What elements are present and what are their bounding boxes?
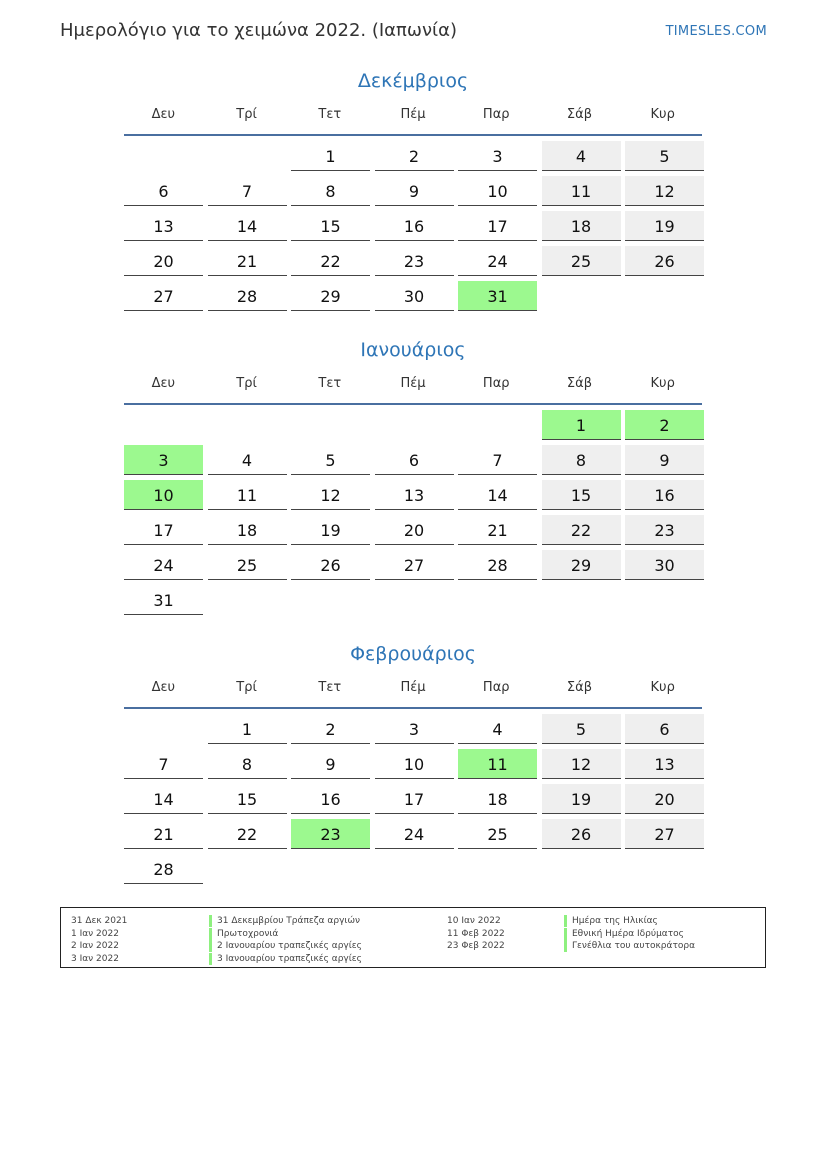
holiday-day-cell: 31	[458, 281, 537, 311]
holiday-day-cell: 10	[124, 480, 203, 510]
day-cell: 21	[458, 515, 537, 545]
day-cell: 7	[124, 749, 203, 779]
day-cell: 29	[542, 550, 621, 580]
empty-cell	[124, 714, 203, 744]
legend-entry	[61, 953, 765, 965]
day-cell: 25	[542, 246, 621, 276]
month-title: Δεκέμβριος	[357, 70, 469, 92]
day-grid	[124, 714, 702, 884]
month-december	[124, 66, 702, 311]
day-cell: 17	[124, 515, 203, 545]
day-cell: 15	[542, 480, 621, 510]
legend-entry	[61, 928, 765, 940]
day-cell: 19	[291, 515, 370, 545]
month-title: Φεβρουάριος	[350, 643, 476, 665]
weekday-header-row	[124, 371, 702, 397]
empty-cell	[458, 410, 537, 440]
day-cell: 17	[458, 211, 537, 241]
legend-date: 2 Ιαν 2022	[71, 941, 119, 951]
day-cell: 12	[625, 176, 704, 206]
day-cell: 26	[625, 246, 704, 276]
day-cell: 26	[542, 819, 621, 849]
day-cell: 1	[291, 141, 370, 171]
day-cell: 8	[542, 445, 621, 475]
day-cell: 12	[542, 749, 621, 779]
day-cell: 28	[124, 854, 203, 884]
day-cell: 16	[625, 480, 704, 510]
legend-date: 10 Ιαν 2022	[447, 916, 501, 926]
day-cell: 1	[208, 714, 287, 744]
day-cell: 23	[625, 515, 704, 545]
day-cell: 11	[542, 176, 621, 206]
legend-date: 1 Ιαν 2022	[71, 928, 119, 939]
day-cell: 4	[458, 714, 537, 744]
day-cell: 31	[124, 585, 203, 615]
weekday-label: Πέμ	[400, 376, 426, 391]
day-cell: 25	[208, 550, 287, 580]
day-cell: 24	[124, 550, 203, 580]
legend-holiday-name: Πρωτοχρονιά	[209, 928, 278, 940]
legend-date: 3 Ιαν 2022	[71, 953, 119, 964]
day-cell: 8	[208, 749, 287, 779]
day-cell: 21	[208, 246, 287, 276]
day-cell: 30	[375, 281, 454, 311]
header-divider	[124, 403, 702, 405]
weekday-label: Σάβ	[566, 376, 592, 391]
holiday-day-cell: 23	[291, 819, 370, 849]
day-cell: 12	[291, 480, 370, 510]
empty-cell	[375, 410, 454, 440]
day-cell: 2	[375, 141, 454, 171]
weekday-label: Κυρ	[650, 376, 675, 391]
day-cell: 5	[542, 714, 621, 744]
legend-holiday-name: Εθνική Ημέρα Ιδρύματος	[564, 928, 684, 940]
day-cell: 9	[625, 445, 704, 475]
month-title: Ιανουάριος	[360, 339, 466, 361]
day-cell: 3	[458, 141, 537, 171]
weekday-label: Τρί	[236, 680, 257, 695]
day-cell: 28	[208, 281, 287, 311]
day-cell: 13	[375, 480, 454, 510]
empty-cell	[124, 141, 203, 171]
legend-holiday-name: Γενέθλια του αυτοκράτορα	[564, 940, 695, 952]
holiday-legend	[60, 907, 766, 968]
day-cell: 21	[124, 819, 203, 849]
holiday-day-cell: 11	[458, 749, 537, 779]
weekday-label: Τετ	[318, 680, 342, 695]
weekday-label: Τετ	[318, 376, 342, 391]
empty-cell	[208, 141, 287, 171]
weekday-label: Τρί	[236, 107, 257, 122]
legend-holiday-name: 3 Ιανουαρίου τραπεζικές αργίες	[209, 953, 362, 965]
day-grid	[124, 141, 702, 311]
day-cell: 18	[208, 515, 287, 545]
day-cell: 2	[291, 714, 370, 744]
site-brand-link[interactable]: TIMESLES.COM	[665, 24, 767, 39]
day-cell: 13	[625, 749, 704, 779]
day-cell: 15	[208, 784, 287, 814]
day-cell: 11	[208, 480, 287, 510]
weekday-label: Δευ	[151, 107, 176, 122]
weekday-header-row	[124, 675, 702, 701]
day-cell: 20	[124, 246, 203, 276]
day-cell: 10	[458, 176, 537, 206]
day-cell: 5	[291, 445, 370, 475]
day-cell: 19	[625, 211, 704, 241]
day-grid	[124, 410, 702, 615]
weekday-label: Σάβ	[566, 680, 592, 695]
legend-date: 31 Δεκ 2021	[71, 916, 128, 926]
day-cell: 26	[291, 550, 370, 580]
day-cell: 14	[458, 480, 537, 510]
day-cell: 15	[291, 211, 370, 241]
legend-holiday-name: 31 Δεκεμβρίου Τράπεζα αργιών	[209, 915, 360, 927]
day-cell: 9	[375, 176, 454, 206]
weekday-label: Πέμ	[400, 680, 426, 695]
month-january	[124, 335, 702, 615]
weekday-label: Κυρ	[650, 680, 675, 695]
day-cell: 25	[458, 819, 537, 849]
day-cell: 27	[625, 819, 704, 849]
legend-entry	[61, 915, 765, 927]
weekday-label: Τετ	[318, 107, 342, 122]
day-cell: 16	[291, 784, 370, 814]
day-cell: 27	[124, 281, 203, 311]
day-cell: 7	[458, 445, 537, 475]
day-cell: 14	[124, 784, 203, 814]
day-cell: 28	[458, 550, 537, 580]
legend-date: 11 Φεβ 2022	[447, 928, 505, 939]
day-cell: 13	[124, 211, 203, 241]
empty-cell	[124, 410, 203, 440]
day-cell: 29	[291, 281, 370, 311]
weekday-header-row	[124, 102, 702, 128]
day-cell: 20	[375, 515, 454, 545]
day-cell: 3	[375, 714, 454, 744]
holiday-day-cell: 3	[124, 445, 203, 475]
day-cell: 14	[208, 211, 287, 241]
weekday-label: Παρ	[482, 107, 510, 122]
header-divider	[124, 707, 702, 709]
month-february	[124, 639, 702, 884]
page-title: Ημερολόγιο για το χειμώνα 2022. (Ιαπωνία)	[60, 20, 457, 41]
header-divider	[124, 134, 702, 136]
day-cell: 22	[542, 515, 621, 545]
day-cell: 30	[625, 550, 704, 580]
weekday-label: Παρ	[482, 376, 510, 391]
legend-holiday-name: 2 Ιανουαρίου τραπεζικές αργίες	[209, 940, 362, 952]
legend-date: 23 Φεβ 2022	[447, 941, 505, 951]
day-cell: 27	[375, 550, 454, 580]
legend-entry	[61, 940, 765, 952]
empty-cell	[208, 410, 287, 440]
day-cell: 23	[375, 246, 454, 276]
day-cell: 5	[625, 141, 704, 171]
weekday-label: Σάβ	[566, 107, 592, 122]
day-cell: 8	[291, 176, 370, 206]
holiday-day-cell: 1	[542, 410, 621, 440]
day-cell: 20	[625, 784, 704, 814]
day-cell: 4	[542, 141, 621, 171]
day-cell: 10	[375, 749, 454, 779]
day-cell: 17	[375, 784, 454, 814]
day-cell: 24	[375, 819, 454, 849]
weekday-label: Πέμ	[400, 107, 426, 122]
empty-cell	[291, 410, 370, 440]
day-cell: 22	[208, 819, 287, 849]
day-cell: 6	[625, 714, 704, 744]
legend-holiday-name: Ημέρα της Ηλικίας	[564, 915, 658, 927]
weekday-label: Τρί	[236, 376, 257, 391]
day-cell: 9	[291, 749, 370, 779]
weekday-label: Κυρ	[650, 107, 675, 122]
weekday-label: Δευ	[151, 680, 176, 695]
day-cell: 18	[542, 211, 621, 241]
day-cell: 24	[458, 246, 537, 276]
day-cell: 6	[124, 176, 203, 206]
day-cell: 19	[542, 784, 621, 814]
holiday-day-cell: 2	[625, 410, 704, 440]
weekday-label: Δευ	[151, 376, 176, 391]
weekday-label: Παρ	[482, 680, 510, 695]
day-cell: 4	[208, 445, 287, 475]
day-cell: 7	[208, 176, 287, 206]
day-cell: 22	[291, 246, 370, 276]
day-cell: 6	[375, 445, 454, 475]
day-cell: 18	[458, 784, 537, 814]
day-cell: 16	[375, 211, 454, 241]
